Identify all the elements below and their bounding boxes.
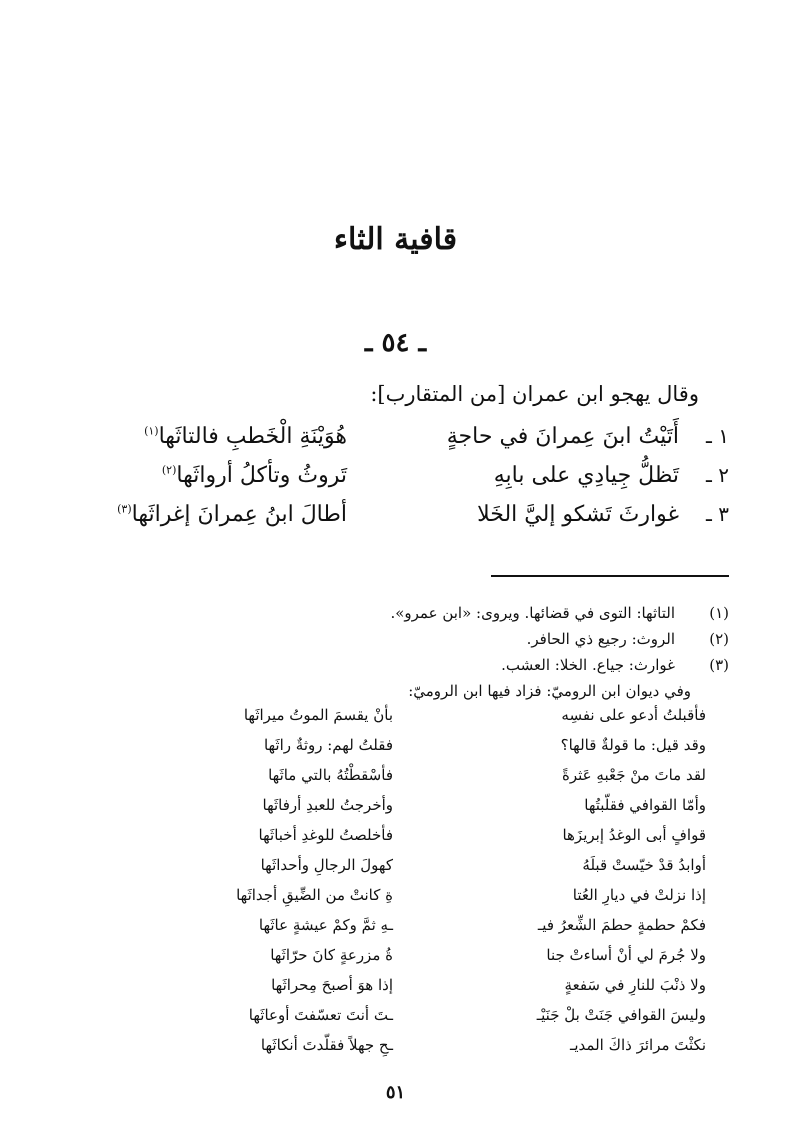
couplet-first: فكمْ حطمةٍ حطمَ الشِّعرُ فيـ <box>537 916 706 934</box>
couplet-first: أوابدُ قدْ خيّستْ قبلَهُ <box>582 856 706 874</box>
couplet-second: فأخلصتُ للوغدِ أخباثَها <box>258 826 393 844</box>
footnote-marker: (١) <box>144 424 159 438</box>
footnote-text: التاثها: التوى في قضائها. ويروى: «ابن عمرو». <box>390 604 675 622</box>
first-hemistich: تَظلُّ جِيادِي على بابِهِ <box>493 463 679 488</box>
verse-line <box>49 424 729 458</box>
verse-number: ١ ـ <box>706 424 729 448</box>
couplet-first: لقد ماتَ منْ جَعْبهِ عَثرةً <box>562 766 706 784</box>
couplet-second: ـتَ أنتَ تعسّفتَ أوعاثَها <box>248 1006 393 1024</box>
couplet-first: وقد قيل: ما قولةٌ قالها؟ <box>560 736 706 754</box>
couplet-second: بأنْ يقسمَ الموتُ ميراثَها <box>243 706 393 724</box>
couplet <box>66 1006 706 1030</box>
second-hemistich-text: تَروثُ وتأكلُ أرواثَها <box>176 463 347 488</box>
footnote-text: الروث: رجيع ذي الحافر. <box>526 630 675 648</box>
footnote-marker: (٣) <box>117 502 132 516</box>
footnote-number: (٢) <box>709 630 729 648</box>
couplet-second: إذا هوَ أصبحَ مِحراثَها <box>271 976 393 994</box>
footnote-number: (٣) <box>709 656 729 674</box>
verse-number: ٣ ـ <box>706 502 729 526</box>
couplet-first: قوافٍ أبى الوغدُ إبريزَها <box>562 826 706 844</box>
footnote-separator <box>491 575 729 577</box>
couplet-first: ولا ذنْبَ للنارِ في سَفعةٍ <box>564 976 706 994</box>
couplet-first: ولا جُرمَ لي أنْ أساءتْ جنا <box>546 946 706 964</box>
diwan-intro: وفي ديوان ابن الروميّ: فزاد فيها ابن الروميّ: <box>408 682 691 700</box>
footnote <box>89 656 729 674</box>
couplet-second: فأسْقطْتُهُ بالتي ماثَها <box>268 766 393 784</box>
couplet-second: كهولَ الرجالِ وأحداثَها <box>260 856 393 874</box>
couplet <box>66 1036 706 1060</box>
couplet <box>66 976 706 1000</box>
couplet-first: إذا نزلتْ في ديارِ العُتا <box>572 886 706 904</box>
chapter-title: قافية الثاء <box>333 222 458 257</box>
couplet-second: ةُ مزرعةٍ كانَ حرّاثَها <box>270 946 393 964</box>
couplet-first: فأقبلتُ أدعو على نفسِه <box>561 706 706 724</box>
second-hemistich-text: أطالَ ابنُ عِمرانَ إغراثَها <box>131 502 347 527</box>
couplet-second: فقلتُ لهم: روثةٌ راثَها <box>263 736 393 754</box>
couplet <box>66 916 706 940</box>
first-hemistich: أَتَيْتُ ابنَ عِمرانَ في حاجةٍ <box>446 424 679 449</box>
couplet <box>66 946 706 970</box>
couplet-first: وأمّا القوافي فقلّبتُها <box>584 796 706 814</box>
verse-line <box>49 502 729 536</box>
couplet-second: ـهِ ثمَّ وكمْ عيشةٍ عاثَها <box>258 916 393 934</box>
couplet-second: وأخرجتُ للعبدِ أرفاثَها <box>262 796 393 814</box>
second-hemistich-text: هُوَيْنَةِ الْخَطبِ فالتاثَها <box>158 424 347 449</box>
footnote-number: (١) <box>709 604 729 622</box>
second-hemistich <box>47 424 347 449</box>
couplet-first: وليسَ القوافي جَنَتْ بلْ جَنَيْـ <box>536 1006 706 1024</box>
footnote-text: غوارث: جياع. الخلا: العشب. <box>501 656 675 674</box>
verse-number: ٢ ـ <box>706 463 729 487</box>
poem-number: ـ ٥٤ ـ <box>364 328 427 358</box>
couplet <box>66 736 706 760</box>
couplet-second: ـحِ جهلاً فقلّدتَ أنكاثَها <box>260 1036 393 1054</box>
couplet <box>66 706 706 730</box>
couplet <box>66 766 706 790</box>
second-hemistich <box>47 502 347 527</box>
first-hemistich: غوارثَ تَشكو إليَّ الخَلا <box>477 502 679 527</box>
page-number: ٥١ <box>385 1082 406 1103</box>
verse-line <box>49 463 729 497</box>
couplet <box>66 796 706 820</box>
footnote-marker: (٢) <box>161 463 177 477</box>
couplet <box>66 886 706 910</box>
couplet-second: ةِ كانتْ من الضِّيقِ أجداثَها <box>236 886 393 904</box>
poem-intro: وقال يهجو ابن عمران [من المتقارب]: <box>370 382 699 406</box>
couplet-first: نكثْتَ مرائرَ ذاكَ المديـ <box>569 1036 706 1054</box>
footnote <box>89 604 729 622</box>
second-hemistich <box>47 463 347 488</box>
footnote <box>89 630 729 648</box>
couplet <box>66 856 706 880</box>
couplet <box>66 826 706 850</box>
